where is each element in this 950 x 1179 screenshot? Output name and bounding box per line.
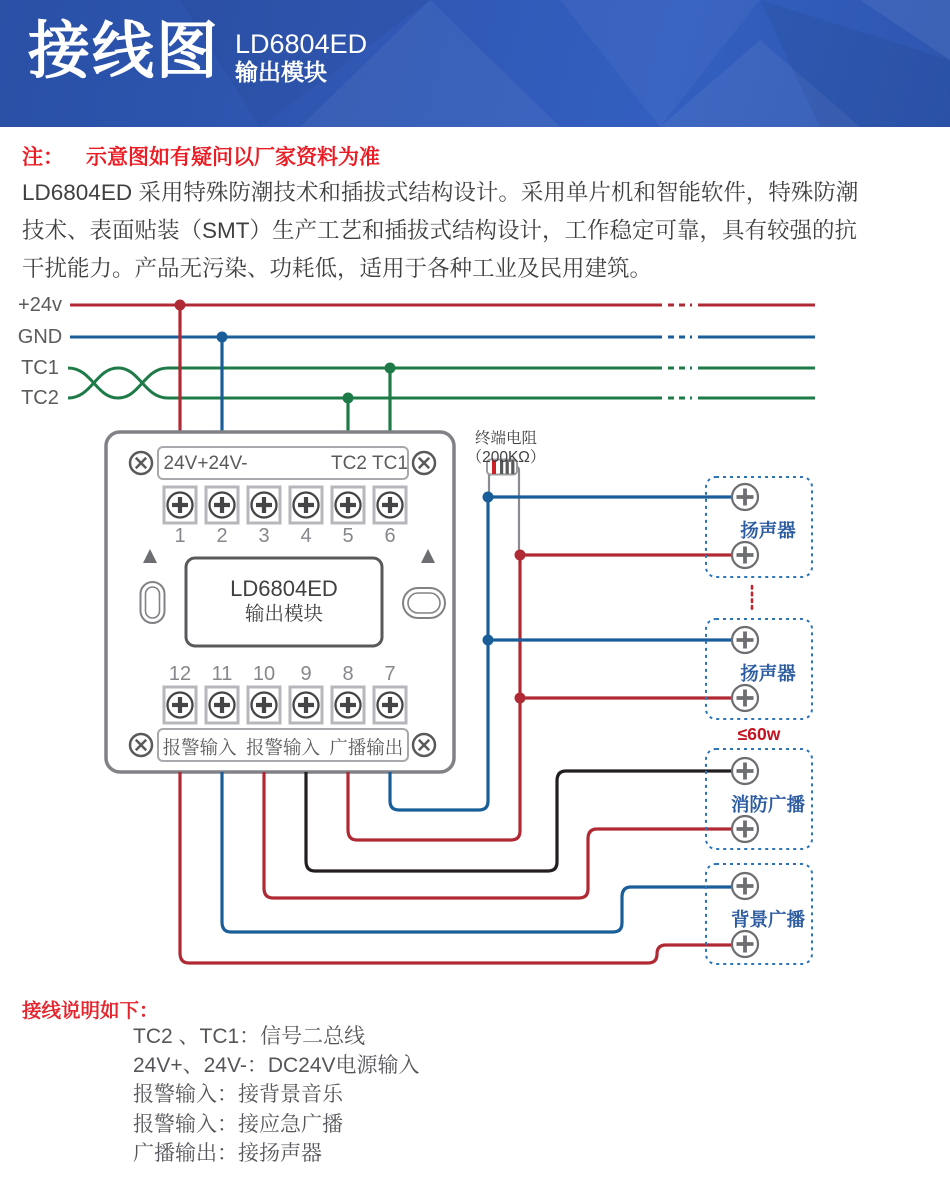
terminal-number: 8 <box>342 663 354 685</box>
terminal-number: 9 <box>300 663 312 685</box>
terminal-number: 4 <box>300 525 312 547</box>
terminal-resistor-label: 终端电阻 <box>474 430 537 447</box>
terminal-number: 7 <box>384 663 396 685</box>
note-text: 示意图如有疑问以厂家资料为准 <box>86 146 380 169</box>
note-line <box>22 141 380 171</box>
note-label: 注： <box>22 146 64 169</box>
wiring-diagram <box>0 280 950 980</box>
description-line: 干扰能力。产品无污染、功耗低，适用于各种工业及民用建筑。 <box>22 256 653 281</box>
terminal-number: 2 <box>216 525 228 547</box>
terminal-label-24v-minus: 24V- <box>208 453 248 474</box>
instruction-item: 24V+、24V-：DC24V电源输入 <box>133 1054 420 1078</box>
terminal-label-tc1: TC1 <box>372 453 408 474</box>
module-name-plate-text <box>186 575 382 627</box>
module-type-text: 输出模块 <box>244 603 323 625</box>
model-label: LD6804ED <box>235 29 368 59</box>
instructions-list <box>133 1022 420 1168</box>
fire-broadcast-label: 消防广播 <box>730 794 805 815</box>
terminal-number: 10 <box>252 663 276 685</box>
bus-label-tc1: TC1 <box>21 357 59 379</box>
device-boxes <box>706 477 812 964</box>
bus-junction-dots <box>175 300 396 404</box>
description-line: LD6804ED 采用特殊防潮技术和插拔式结构设计。采用单片机和智能软件，特殊防潮 <box>22 180 859 205</box>
page-title: 接线图 <box>28 17 221 86</box>
terminal-label-tc2: TC2 <box>331 453 367 474</box>
alarm-input-label: 报警输入 <box>245 737 320 758</box>
alarm-input-label: 报警输入 <box>162 737 237 758</box>
terminal-number: 12 <box>168 663 192 685</box>
broadcast-output-label: 广播输出 <box>329 737 404 758</box>
bottom-terminal-numbers <box>159 663 411 686</box>
wire-terminal11-background-blue <box>222 772 732 932</box>
instruction-item: 报警输入：接应急广播 <box>133 1112 343 1136</box>
wire-terminal10-fire-red <box>264 772 732 898</box>
module-model-text: LD6804ED <box>230 576 338 601</box>
speaker2-label: 扬声器 <box>740 663 796 684</box>
instructions-heading: 接线说明如下： <box>22 1000 159 1022</box>
bus-label-gnd: GND <box>17 326 63 348</box>
terminal-number: 1 <box>174 525 186 547</box>
resistor-leads <box>489 466 519 555</box>
terminal-number: 6 <box>384 525 396 547</box>
power-limit-label: ≤60w <box>737 724 781 744</box>
instruction-item: 报警输入：接背景音乐 <box>133 1083 343 1107</box>
product-description <box>22 174 934 288</box>
header-banner <box>0 0 950 127</box>
terminal-number: 3 <box>258 525 270 547</box>
bus-label-tc2: TC2 <box>21 387 59 409</box>
background-broadcast-label: 背景广播 <box>730 909 805 930</box>
instruction-item: 广播输出：接扬声器 <box>133 1141 322 1165</box>
description-line: 技术、表面贴装（SMT）生产工艺和插拔式结构设计，工作稳定可靠，具有较强的抗 <box>22 218 857 243</box>
bus-label-24v: +24v <box>18 294 62 316</box>
terminal-number: 5 <box>342 525 354 547</box>
terminal-resistor-value: （200KΩ） <box>466 449 546 466</box>
instruction-item: TC2 、TC1：信号二总线 <box>133 1025 366 1048</box>
terminal-label-24v-plus: 24V+ <box>163 453 209 474</box>
terminal-number: 11 <box>211 663 233 685</box>
top-terminal-numbers <box>159 525 411 548</box>
module-type-label: 输出模块 <box>235 59 327 85</box>
speaker1-label: 扬声器 <box>740 520 796 541</box>
bottom-strip-labels <box>158 734 408 760</box>
device-screw-terminals <box>732 484 758 957</box>
